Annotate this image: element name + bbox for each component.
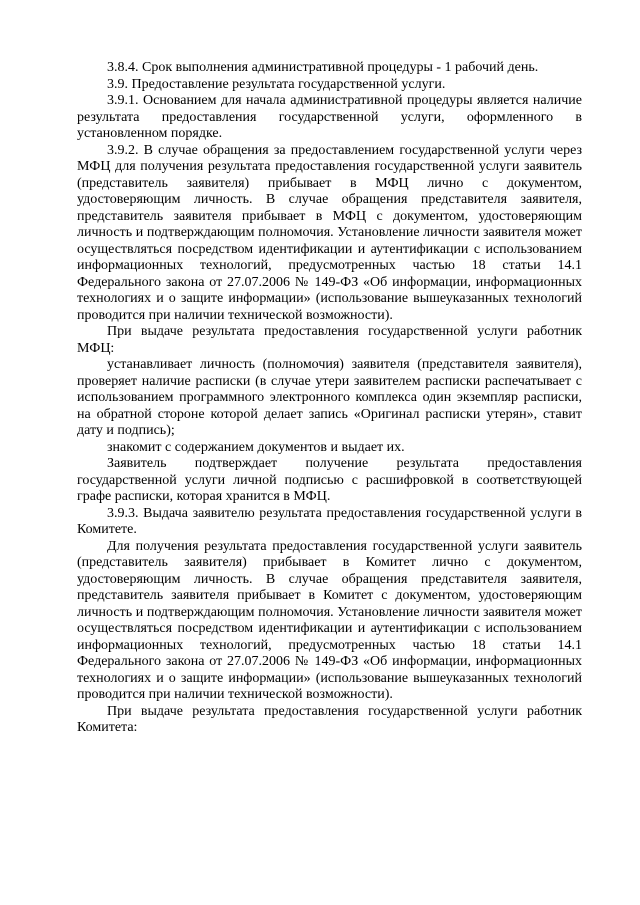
document-page: [77, 60, 582, 737]
paragraph-applicant-signature: Заявитель подтверждает получение результата предоставления государственной услуги личной подписью с расшифровкой в соответствующей графе расписки, которая хранится в МФЦ.: [77, 456, 582, 504]
paragraph-committee-issue-intro: При выдаче результата предоставления государственной услуги работник Комитета:: [77, 703, 582, 735]
paragraph-3-9: 3.9. Предоставление результата государственной услуги.: [107, 76, 446, 92]
paragraph-3-8-4: 3.8.4. Срок выполнения административной процедуры - 1 рабочий день.: [107, 60, 539, 75]
paragraph-3-9-2: 3.9.2. В случае обращения за предоставлением государственной услуги через МФЦ для получения результата предоставления государственной услуги заявитель (представитель заявителя) прибывает в МФЦ лично с документом, удостоверяющим личность. В случае обращения представителя заявителя, представитель заявителя прибывает в МФЦ с документом, удостоверяющим личность и подтверждающим полномочия. Установление личности заявителя может осуществляться посредством идентификации и аутентификации с использованием информационных технологий, предусмотренных частью 18 статьи 14.1 Федерального закона от 27.07.2006 № 149-ФЗ «Об информации, информационных технологиях и о защите информации» (использование вышеуказанных технологий проводится при наличии технической возможности).: [77, 142, 582, 323]
paragraph-mfc-identity-check: устанавливает личность (полномочия) заявителя (представителя заявителя), проверяет наличие расписки (в случае утери заявителем расписки распечатывает с использованием программного электронного комплекса один экземпляр расписки, на обратной стороне которой делает запись «Оригинал расписки утерян», ставит дату и подпись);: [77, 357, 582, 438]
paragraph-3-9-3: 3.9.3. Выдача заявителю результата предоставления государственной услуги в Комитете.: [77, 505, 582, 537]
paragraph-mfc-issue-intro: При выдаче результата предоставления государственной услуги работник МФЦ:: [77, 324, 582, 356]
paragraph-mfc-documents: знакомит с содержанием документов и выдает их.: [107, 439, 405, 455]
paragraph-committee-receipt: Для получения результата предоставления государственной услуги заявитель (представитель заявителя) прибывает в Комитет лично с документом, удостоверяющим личность. В случае обращения представителя заявителя, представитель заявителя прибывает в Комитет с документом, удостоверяющим личность и подтверждающим полномочия. Установление личности заявителя может осуществляться посредством идентификации и аутентификации с использованием информационных технологий, предусмотренных частью 18 статьи 14.1 Федерального закона от 27.07.2006 № 149-ФЗ «Об информации, информационных технологиях и о защите информации» (использование вышеуказанных технологий проводится при наличии технической возможности).: [77, 538, 582, 702]
paragraph-3-9-1: 3.9.1. Основанием для начала административной процедуры является наличие результата предоставления государственной услуги, оформленного в установленном порядке.: [77, 93, 582, 141]
